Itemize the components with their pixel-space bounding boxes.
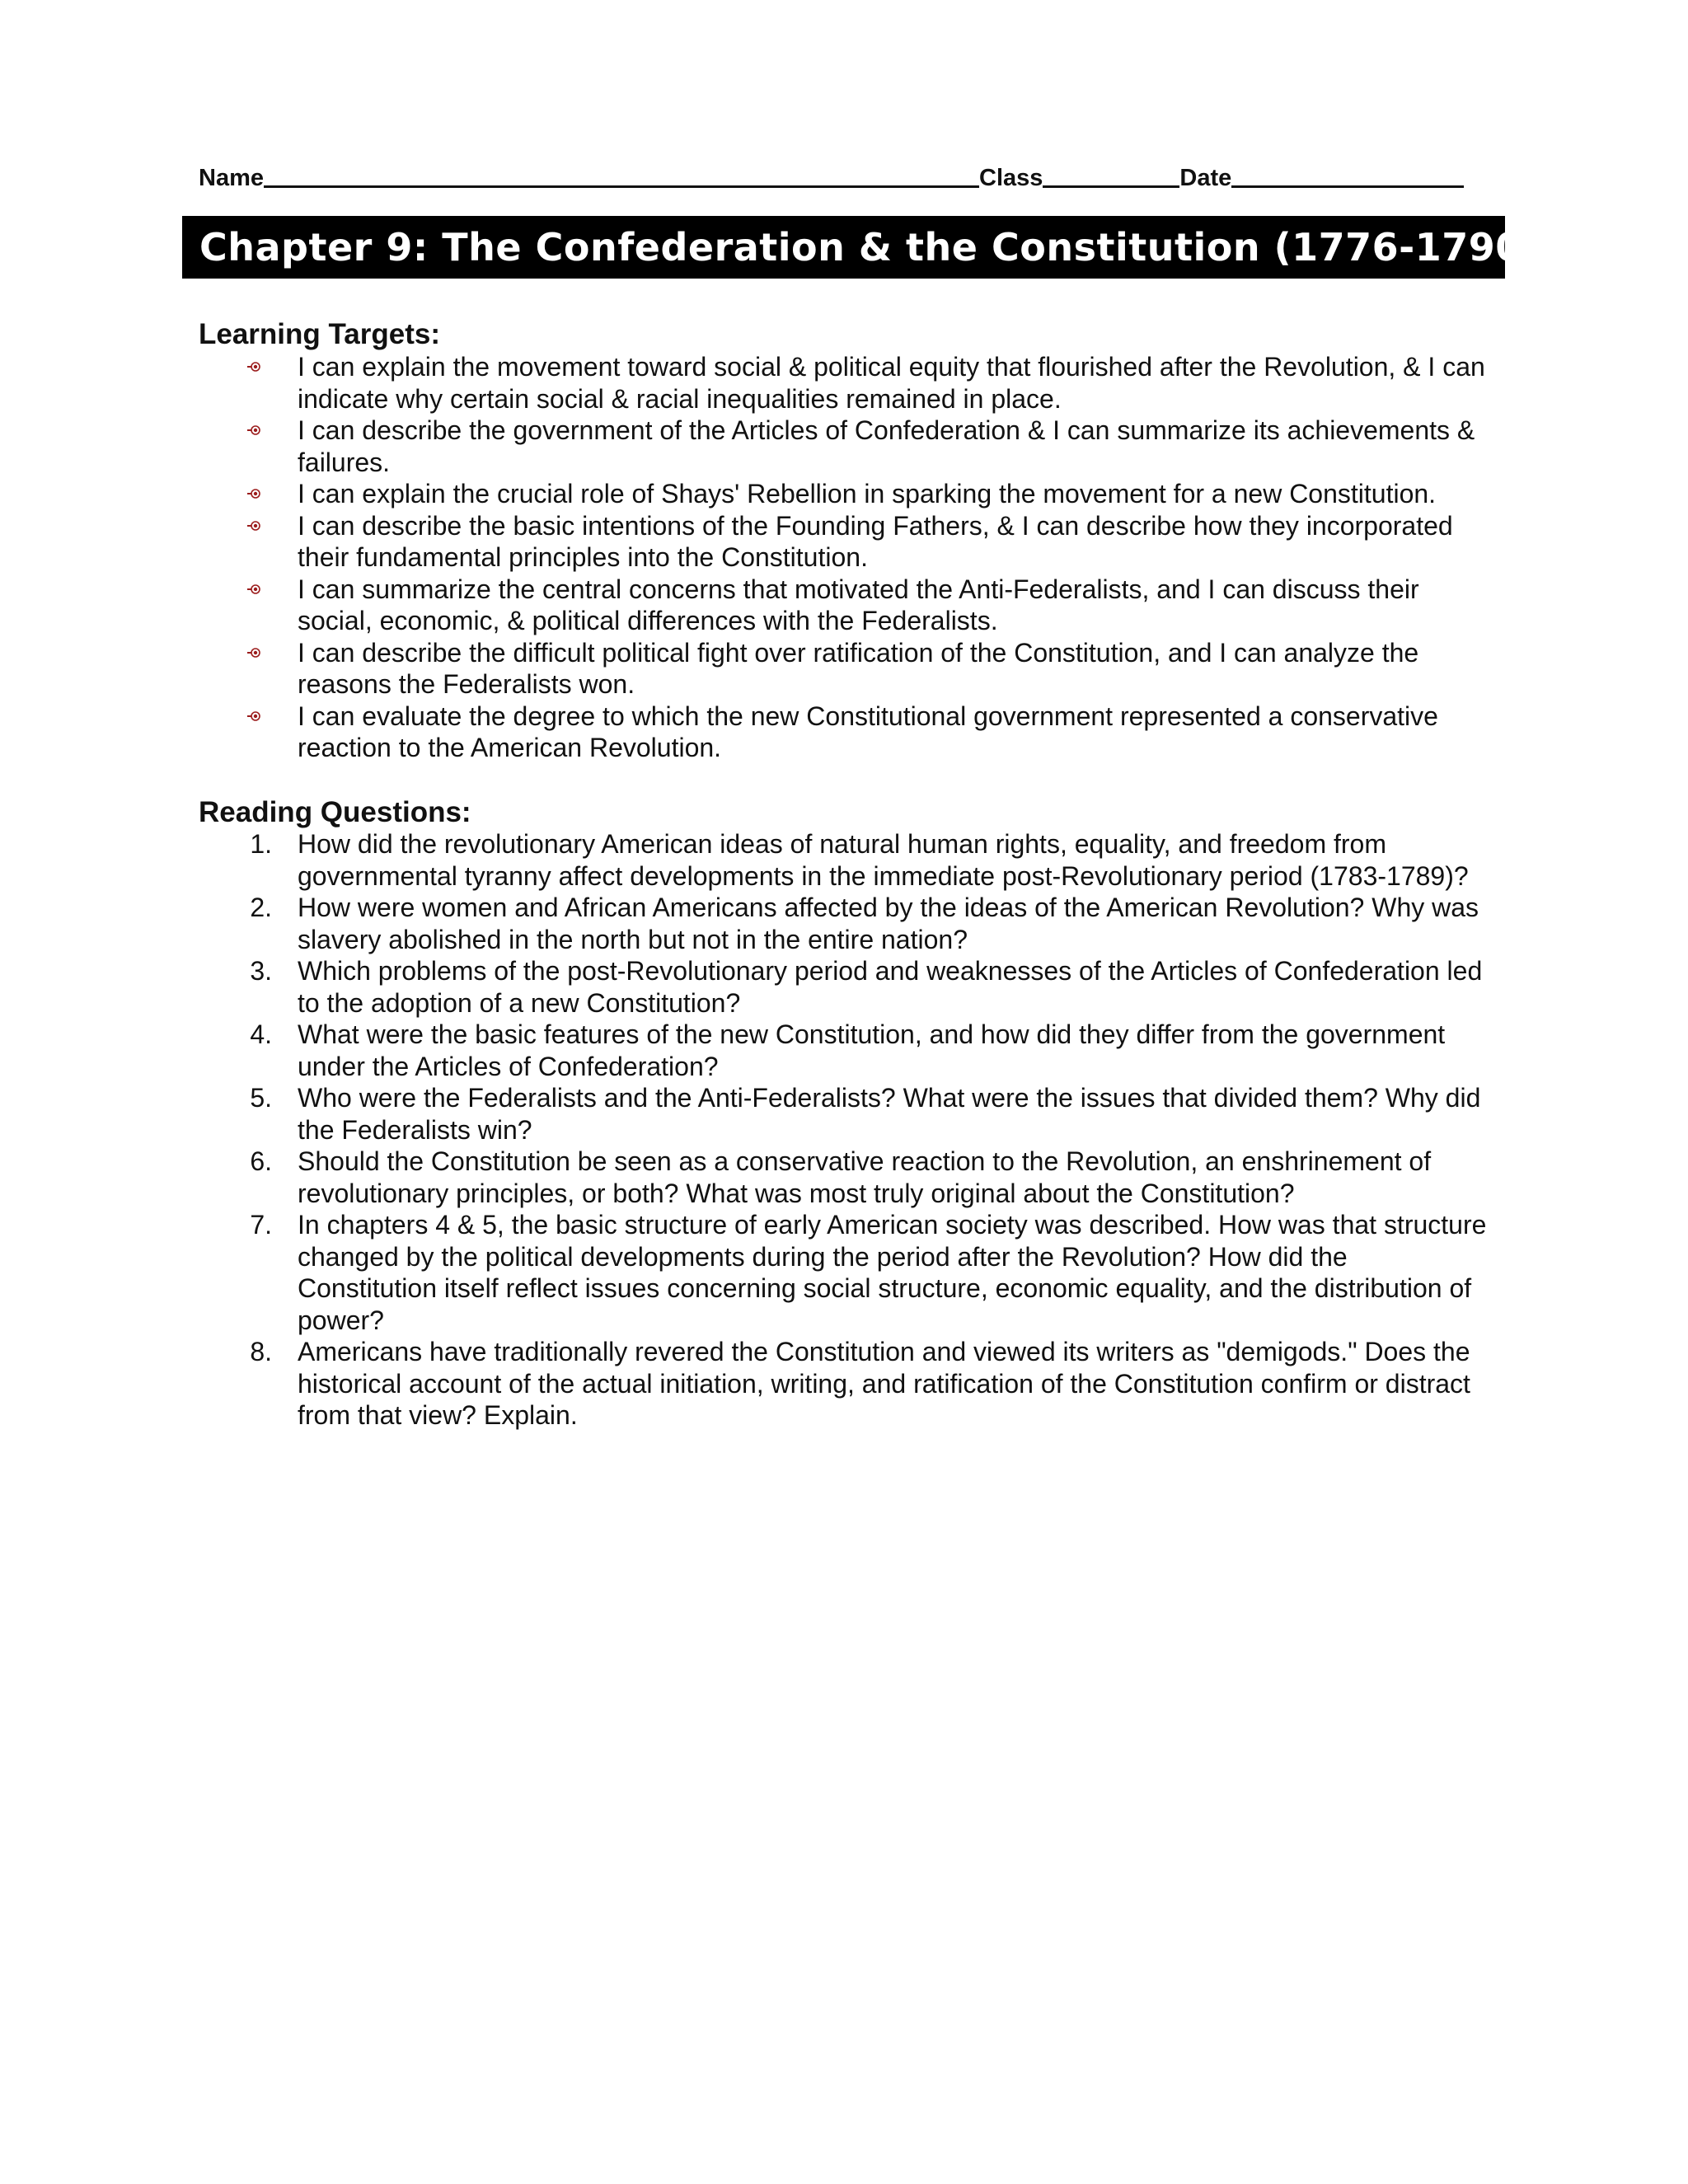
reading-question-item — [0, 1019, 1688, 1082]
target-bullet-icon — [247, 583, 260, 595]
date-label: Date — [1179, 165, 1232, 191]
question-text: Who were the Federalists and the Anti-Federalists? What were the issues that divided them? Why did the Federalists win? — [298, 1083, 1481, 1145]
learning-target-item — [0, 701, 1688, 764]
target-bullet-icon — [247, 488, 260, 499]
target-bullet-icon — [247, 361, 260, 373]
learning-target-item — [0, 510, 1688, 574]
learning-targets-list — [0, 351, 1688, 764]
reading-question-item — [0, 1082, 1688, 1146]
target-bullet-icon — [247, 710, 260, 722]
chapter-title-banner — [182, 216, 1540, 279]
learning-target-text: I can describe the basic intentions of the Founding Fathers, & I can describe how they incorporated their fundamental principles into the Constitution. — [298, 510, 1453, 572]
question-number: 1. — [250, 829, 272, 859]
reading-questions-heading: Reading Questions: — [199, 796, 471, 828]
reading-question-item — [0, 828, 1688, 892]
question-text: Which problems of the post-Revolutionary period and weaknesses of the Articles of Confederation led to the adoption of a new Constitution? — [298, 956, 1483, 1018]
target-bullet-icon — [247, 424, 260, 436]
name-label: Name — [199, 165, 264, 191]
target-bullet-icon — [247, 520, 260, 532]
question-number: 6. — [250, 1146, 272, 1176]
learning-target-item — [0, 415, 1688, 478]
learning-target-text: I can evaluate the degree to which the new Constitutional government represented a conservative reaction to the American Revolution. — [298, 701, 1438, 762]
question-number: 8. — [250, 1337, 272, 1366]
class-label: Class — [979, 165, 1043, 191]
reading-question-item — [0, 1146, 1688, 1209]
learning-target-text: I can describe the difficult political fight over ratification of the Constitution, and I can analyze the reasons the Federalists won. — [298, 637, 1419, 699]
question-number: 7. — [250, 1210, 272, 1240]
reading-question-item — [0, 892, 1688, 955]
learning-target-text: I can explain the movement toward social & political equity that flourished after the Revolution, & I can indicate why certain social & racial inequalities remained in place. — [298, 352, 1485, 414]
question-text: Should the Constitution be seen as a conservative reaction to the Revolution, an enshrinement of revolutionary principles, or both? What was most truly original about the Constitution? — [298, 1146, 1432, 1208]
learning-target-item — [0, 478, 1688, 510]
learning-target-item — [0, 637, 1688, 701]
question-text: What were the basic features of the new Constitution, and how did they differ from the government under the Articles of Confederation? — [298, 1019, 1446, 1081]
date-blank[interactable] — [1231, 164, 1464, 188]
reading-question-item — [0, 1209, 1688, 1336]
target-bullet-icon — [247, 647, 260, 658]
question-text: In chapters 4 & 5, the basic structure of early American society was described. How was that structure changed by the political developments during the period after the Revolution? How did the Constitution itself reflect issues concerning social structure, economic equality, and the distribution of power? — [298, 1210, 1487, 1335]
question-number: 4. — [250, 1019, 272, 1049]
learning-target-text: I can describe the government of the Articles of Confederation & I can summarize its achievements & failures. — [298, 415, 1475, 477]
reading-question-item — [0, 955, 1688, 1019]
question-text: How did the revolutionary American ideas of natural human rights, equality, and freedom from governmental tyranny affect developments in the immediate post-Revolutionary period (1783-1789)? — [298, 829, 1469, 891]
class-blank[interactable] — [1043, 164, 1179, 188]
learning-target-text: I can summarize the central concerns that motivated the Anti-Federalists, and I can discuss their social, economic, & political differences with the Federalists. — [298, 574, 1419, 635]
chapter-title: Chapter 9: The Confederation & the Constitution (1776-1790) — [199, 225, 1540, 269]
question-number: 2. — [250, 893, 272, 922]
question-text: Americans have traditionally revered the Constitution and viewed its writers as "demigods." Does the historical account of the actual initiation, writing, and ratification of the Constitution confirm or distract from that view? Explain. — [298, 1337, 1470, 1430]
question-number: 3. — [250, 956, 272, 986]
learning-target-text: I can explain the crucial role of Shays' Rebellion in sparking the movement for a new Constitution. — [298, 479, 1437, 509]
student-info-line — [199, 158, 1478, 191]
question-number: 5. — [250, 1083, 272, 1113]
name-blank[interactable] — [264, 164, 979, 188]
reading-question-item — [0, 1336, 1688, 1432]
reading-questions-list — [0, 828, 1688, 1432]
learning-targets-heading: Learning Targets: — [199, 318, 441, 350]
learning-target-item — [0, 351, 1688, 415]
learning-target-item — [0, 574, 1688, 637]
question-text: How were women and African Americans affected by the ideas of the American Revolution? Why was slavery abolished in the north but not in the entire nation? — [298, 893, 1479, 954]
